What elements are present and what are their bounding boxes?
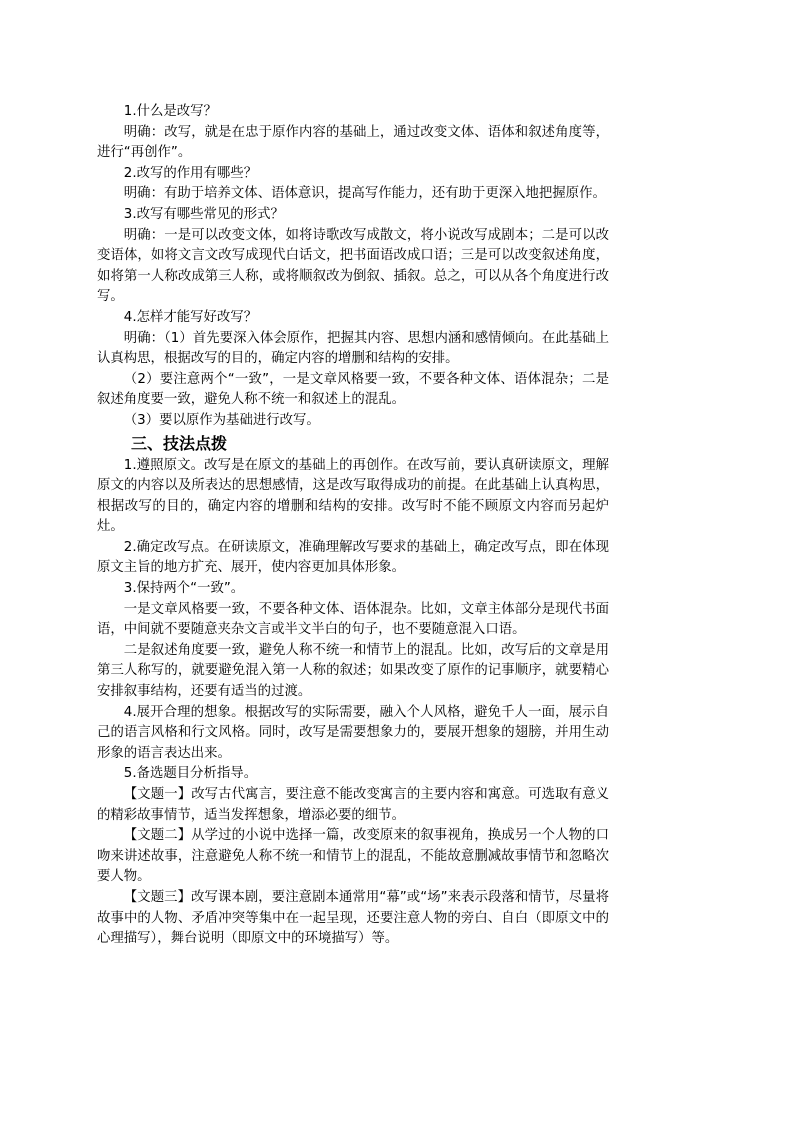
technique-3-style: 一是文章风格要一致，不要各种文体、语体混杂。比如，文章主体部分是现代书面语，中间就不要随意夹杂文言或半文半白的句子，也不要随意混入口语。 <box>97 601 609 638</box>
technique-4: 4.展开合理的想象。根据改写的实际需要，融入个人风格，避免千人一面，展示自己的语言风格和行文风格。同时，改写是需要想象力的，要展开想象的翅膀，并用生动形象的语言表达出来。 <box>97 704 609 761</box>
answer-3: 明确：一是可以改变文体，如将诗歌改写成散文，将小说改写成剧本；二是可以改变语体，如将文言文改写成现代白话文，把书面语改成口语；三是可以改变叙述角度，如将第一人称改成第三人称，或将顺叙改为倒叙、插叙。总之，可以从各个角度进行改写。 <box>97 227 609 305</box>
topic-2: 【文题二】从学过的小说中选择一篇，改变原来的叙事视角，换成另一个人物的口吻来讲述故事，注意避免人称不统一和情节上的混乱，不能故意删减故事情节和忽略次要人物。 <box>97 828 609 885</box>
technique-5-title: 5.备选题目分析指导。 <box>123 766 258 782</box>
technique-3-perspective: 二是叙述角度要一致，避免人称不统一和情节上的混乱。比如，改写后的文章是用第三人称写的，就要避免混入第一人称的叙述；如果改变了原作的记事顺序，就要精心安排叙事结构，还要有适当的过渡。 <box>97 642 609 700</box>
answer-4-part-3: （3）要以原作为基础进行改写。 <box>123 412 320 428</box>
topic-3: 【文题三】改写课本剧，要注意剧本通常用“幕”或“场”来表示段落和情节，尽量将故事中的人物、矛盾冲突等集中在一起呈现，还要注意人物的旁白、自白（即原文中的心理描写），舞台说明（即原文中的环境描写）等。 <box>97 889 609 947</box>
section-heading: 三、技法点拨 <box>131 433 228 453</box>
question-2: 2.改写的作用有哪些？ <box>123 165 258 181</box>
topic-1: 【文题一】改写古代寓言，要注意不能改变寓言的主要内容和寓意。可选取有意义的精彩故事情节，适当发挥想象，增添必要的细节。 <box>97 787 609 823</box>
question-4: 4.怎样才能写好改写？ <box>123 309 258 325</box>
question-1: 1.什么是改写？ <box>123 104 217 119</box>
answer-2: 明确：有助于培养文体、语体意识，提高写作能力，还有助于更深入地把握原作。 <box>123 186 606 202</box>
answer-1: 明确：改写，就是在忠于原作内容的基础上，通过改变文体、语体和叙述角度等，进行“再创作”。 <box>97 124 609 161</box>
technique-2: 2.确定改写点。在研读原文，准确理解改写要求的基础上，确定改写点，即在体现原文主旨的地方扩充、展开，使内容更加具体形象。 <box>97 539 609 576</box>
document-body <box>97 102 609 950</box>
question-3: 3.改写有哪些常见的形式？ <box>123 206 284 222</box>
answer-4-part-1: 明确：（1）首先要深入体会原作，把握其内容、思想内涵和感情倾向。在此基础上认真构思，根据改写的目的，确定内容的增删和结构的安排。 <box>97 330 609 367</box>
technique-1: 1.遵照原文。改写是在原文的基础上的再创作。在改写前，要认真研读原文，理解原文的内容以及所表达的思想感情，这是改写取得成功的前提。在此基础上认真构思，根据改写的目的，确定内容的增删和结构的安排。改写时不能不顾原文内容而另起炉灶。 <box>97 457 609 535</box>
technique-3-title: 3.保持两个“一致”。 <box>123 581 245 597</box>
answer-4-part-2: （2）要注意两个“一致”，一是文章风格要一致，不要各种文体、语体混杂；二是叙述角度要一致，避免人称不统一和叙述上的混乱。 <box>97 371 609 408</box>
